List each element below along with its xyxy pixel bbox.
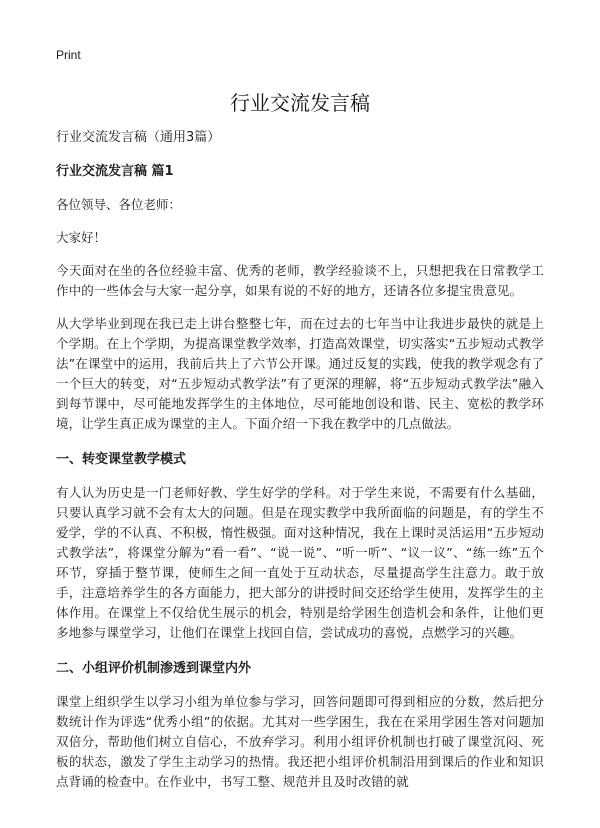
heading-2: 二、小组评价机制渗透到课堂内外 (56, 661, 252, 676)
heading-1: 一、转变课堂教学模式 (56, 452, 187, 467)
print-link[interactable]: Print (56, 48, 81, 62)
document-subtitle: 行业交流发言稿（通用3篇） (56, 130, 221, 145)
paragraph-4: 课堂上组织学生以学习小组为单位参与学习，回答问题即可得到相应的分数，然后把分数统计作为评选“优秀小组”的依据。尤其对一些学困生，我在在采用学困生答对问题加双倍分，帮助他们树立自信心，不放弃学习。利用小组评价机制也打破了课堂沉闷、死板的状态，激发了学生主动学习的热情。我还把小组评价机制沿用到课后的作业和知识点背诵的检查中。在作业中，书写工整、规范并且及时改错的就 (56, 694, 544, 789)
greeting: 各位领导、各位老师： (56, 197, 182, 212)
paragraph-3: 有人认为历史是一门老师好教、学生好学的学科。对于学生来说，不需要有什么基础，只要认真学习就不会有太大的问题。但是在现实教学中我所面临的问题是，有的学生不爱学，学的不认真、不积极，惰性极强。面对这种情况，我在上课时灵活运用“五步短动式教学法”，将课堂分解为“看一看”、“说一说”、“听一听”、“议一议”、“练一练”五个环节，穿插于整节课，使师生之间一直处于互动状态，尽量提高学生注意力。敢于放手，注意培养学生的各方面能力，把大部分的讲授时间交还给学生使用，发挥学生的主体作用。在课堂上不仅给优生展示的机会，特别是给学困生创造机会和条件，让他们更多地参与课堂学习，让他们在课堂上找回自信，尝试成功的喜悦，点燃学习的兴趣。 (56, 485, 544, 640)
section-title: 行业交流发言稿 篇1 (56, 164, 174, 179)
paragraph-1: 今天面对在坐的各位经验丰富、优秀的老师，教学经验谈不上，只想把我在日常教学工作中的一些体会与大家一起分享，如果有说的不好的地方，还请各位多提宝贵意见。 (56, 263, 544, 298)
document-title: 行业交流发言稿 (230, 91, 370, 115)
salutation: 大家好！ (56, 230, 107, 245)
paragraph-2: 从大学毕业到现在我已走上讲台整整七年，而在过去的七年当中让我进步最快的就是上个学期。在上个学期，为提高课堂教学效率，打造高效课堂，切实落实“五步短动式教学法”在课堂中的运用，我前后共上了六节公开课。通过反复的实践，使我的教学观念有了一个巨大的转变，对“五步短动式教学法”有了更深的理解，将“五步短动式教学法”融入到每节课中，尽可能地发挥学生的主体地位，尽可能地创设和谐、民主、宽松的教学环境，让学生真正成为课堂的主人。下面介绍一下我在教学中的几点做法。 (56, 316, 544, 431)
